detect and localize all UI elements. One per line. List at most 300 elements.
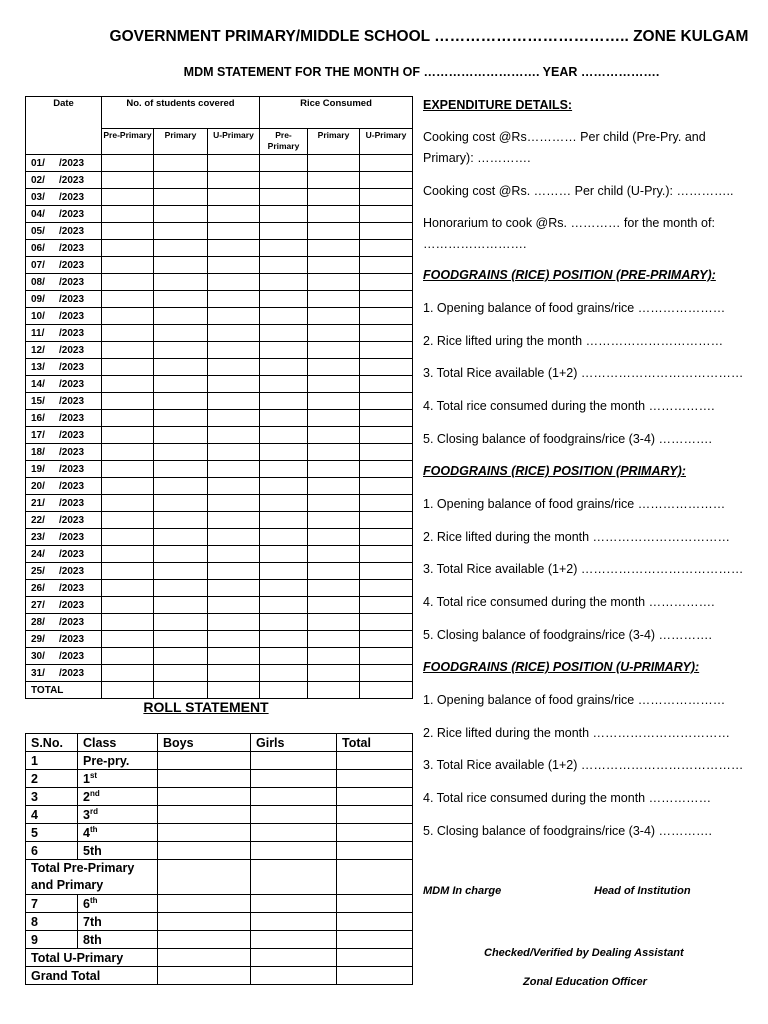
table-cell[interactable] (360, 189, 413, 206)
day-number: 28/ (31, 616, 45, 628)
table-cell[interactable] (102, 206, 154, 223)
table-cell[interactable] (337, 788, 413, 806)
table-cell[interactable] (308, 682, 360, 699)
table-cell[interactable] (308, 461, 360, 478)
table-cell[interactable] (154, 427, 208, 444)
table-cell[interactable] (308, 189, 360, 206)
table-row (26, 824, 413, 842)
table-cell[interactable] (102, 342, 154, 359)
table-cell[interactable] (337, 824, 413, 842)
table-cell[interactable] (154, 614, 208, 631)
table-row (26, 257, 413, 274)
table-cell[interactable] (154, 478, 208, 495)
table-cell[interactable] (251, 788, 337, 806)
table-cell[interactable] (154, 682, 208, 699)
table-cell[interactable] (102, 495, 154, 512)
table-cell[interactable] (154, 495, 208, 512)
table-cell[interactable] (102, 359, 154, 376)
table-cell[interactable] (154, 325, 208, 342)
table-cell[interactable] (260, 189, 308, 206)
table-cell[interactable] (102, 444, 154, 461)
table-cell[interactable] (360, 393, 413, 410)
table-cell[interactable] (154, 648, 208, 665)
table-cell[interactable] (360, 257, 413, 274)
roll-header: Boys (158, 734, 251, 752)
table-cell[interactable] (102, 155, 154, 172)
table-cell[interactable] (208, 427, 260, 444)
day-cell (26, 648, 102, 665)
table-row (26, 189, 413, 206)
table-cell[interactable] (360, 495, 413, 512)
table-cell[interactable] (251, 860, 337, 895)
table-cell[interactable] (260, 393, 308, 410)
day-year: /2023 (59, 667, 85, 679)
table-cell[interactable] (154, 563, 208, 580)
table-cell[interactable] (208, 172, 260, 189)
table-cell[interactable] (251, 824, 337, 842)
table-row (26, 376, 413, 393)
table-row (26, 495, 413, 512)
table-cell[interactable] (260, 563, 308, 580)
table-cell[interactable] (308, 648, 360, 665)
table-cell[interactable] (102, 291, 154, 308)
table-cell[interactable] (337, 806, 413, 824)
table-cell[interactable] (308, 597, 360, 614)
table-cell[interactable] (260, 257, 308, 274)
day-year: /2023 (59, 310, 85, 322)
table-cell[interactable] (154, 529, 208, 546)
day-year: /2023 (59, 480, 85, 492)
table-cell[interactable] (102, 189, 154, 206)
table-row (26, 342, 413, 359)
table-cell[interactable] (308, 478, 360, 495)
table-row (26, 580, 413, 597)
table-cell[interactable] (208, 155, 260, 172)
table-cell[interactable] (360, 172, 413, 189)
table-row (26, 949, 413, 967)
day-year: /2023 (59, 259, 85, 271)
table-cell[interactable] (102, 614, 154, 631)
sub-header-pre-primary: Pre-Primary (102, 129, 154, 155)
table-cell[interactable] (208, 393, 260, 410)
table-cell[interactable] (260, 648, 308, 665)
table-cell[interactable] (360, 427, 413, 444)
table-cell[interactable] (251, 770, 337, 788)
table-cell[interactable] (208, 240, 260, 257)
table-cell[interactable] (158, 824, 251, 842)
day-number: 27/ (31, 599, 45, 611)
table-cell[interactable] (337, 949, 413, 967)
table-cell[interactable] (208, 461, 260, 478)
table-cell[interactable] (102, 308, 154, 325)
table-cell[interactable] (251, 949, 337, 967)
table-cell[interactable] (260, 308, 308, 325)
table-cell[interactable] (337, 913, 413, 931)
table-cell[interactable] (260, 427, 308, 444)
table-cell[interactable] (251, 913, 337, 931)
table-cell[interactable] (158, 913, 251, 931)
table-cell[interactable] (208, 648, 260, 665)
table-cell[interactable] (308, 580, 360, 597)
day-cell (26, 274, 102, 291)
day-number: 21/ (31, 497, 45, 509)
table-cell[interactable] (260, 359, 308, 376)
table-cell[interactable] (102, 376, 154, 393)
table-cell[interactable] (360, 665, 413, 682)
foodgrain-line-item: 2. Rice lifted during the month …………………………… (423, 529, 731, 544)
table-cell[interactable] (308, 563, 360, 580)
foodgrain-line-item: 4. Total rice consumed during the month ……………. (423, 399, 715, 414)
table-cell[interactable] (102, 240, 154, 257)
day-number: 08/ (31, 276, 45, 288)
table-cell[interactable] (308, 393, 360, 410)
roll-statement-table (25, 733, 413, 985)
table-cell[interactable] (208, 308, 260, 325)
table-cell[interactable] (102, 546, 154, 563)
table-cell[interactable] (360, 546, 413, 563)
day-number: 04/ (31, 208, 45, 220)
day-cell (26, 206, 102, 223)
table-cell[interactable] (208, 376, 260, 393)
table-cell[interactable] (208, 631, 260, 648)
table-cell[interactable] (260, 665, 308, 682)
table-cell[interactable] (337, 895, 413, 913)
table-cell[interactable] (260, 410, 308, 427)
table-cell[interactable] (360, 529, 413, 546)
table-cell[interactable] (360, 223, 413, 240)
table-cell[interactable] (260, 444, 308, 461)
table-cell[interactable] (208, 478, 260, 495)
ordinal-suffix: nd (89, 788, 100, 798)
day-year: /2023 (59, 344, 85, 356)
table-cell[interactable] (260, 223, 308, 240)
table-cell[interactable] (260, 546, 308, 563)
table-cell[interactable] (154, 223, 208, 240)
table-cell[interactable] (102, 682, 154, 699)
table-cell[interactable] (260, 155, 308, 172)
table-cell[interactable] (360, 155, 413, 172)
table-cell[interactable] (102, 648, 154, 665)
table-cell[interactable] (337, 967, 413, 985)
table-cell[interactable] (360, 478, 413, 495)
table-cell[interactable] (158, 931, 251, 949)
table-cell[interactable] (251, 931, 337, 949)
table-cell[interactable] (308, 546, 360, 563)
table-cell[interactable] (360, 308, 413, 325)
table-cell[interactable] (308, 614, 360, 631)
table-cell[interactable] (208, 512, 260, 529)
class-cell (78, 806, 158, 824)
table-row (26, 967, 413, 985)
table-cell[interactable] (308, 155, 360, 172)
day-number: 03/ (31, 191, 45, 203)
class-label: 4 (83, 825, 90, 840)
roll-header: S.No. (26, 734, 78, 752)
table-cell[interactable] (208, 410, 260, 427)
cooking-cost-pre-line1: Cooking cost @Rs………… Per child (Pre-Pry. and (423, 130, 706, 144)
table-cell[interactable] (260, 240, 308, 257)
table-cell[interactable] (251, 967, 337, 985)
table-cell[interactable] (208, 580, 260, 597)
table-cell[interactable] (308, 359, 360, 376)
table-cell[interactable] (102, 257, 154, 274)
table-cell[interactable] (360, 291, 413, 308)
table-cell[interactable] (260, 172, 308, 189)
sub-header-rice-u-primary: U-Primary (360, 129, 413, 155)
table-cell[interactable] (154, 155, 208, 172)
day-year: /2023 (59, 429, 85, 441)
table-cell[interactable] (102, 410, 154, 427)
day-cell (26, 614, 102, 631)
table-cell[interactable] (360, 359, 413, 376)
table-cell[interactable] (208, 189, 260, 206)
table-cell[interactable] (360, 614, 413, 631)
table-cell[interactable] (308, 665, 360, 682)
table-cell[interactable] (308, 240, 360, 257)
table-cell[interactable] (208, 342, 260, 359)
foodgrain-section-heading: FOODGRAINS (RICE) POSITION (PRE-PRIMARY): (423, 268, 716, 282)
table-cell[interactable] (360, 376, 413, 393)
table-cell[interactable] (154, 291, 208, 308)
table-row (26, 393, 413, 410)
table-cell[interactable] (102, 529, 154, 546)
table-cell[interactable] (208, 546, 260, 563)
table-cell[interactable] (158, 895, 251, 913)
table-cell[interactable] (308, 376, 360, 393)
table-cell[interactable] (208, 597, 260, 614)
table-cell[interactable] (102, 478, 154, 495)
table-cell[interactable] (308, 427, 360, 444)
table-cell[interactable] (158, 770, 251, 788)
table-cell[interactable] (308, 206, 360, 223)
table-cell[interactable] (308, 257, 360, 274)
table-cell[interactable] (154, 580, 208, 597)
table-cell[interactable] (360, 325, 413, 342)
table-cell[interactable] (360, 444, 413, 461)
table-cell[interactable] (208, 325, 260, 342)
table-cell[interactable] (102, 631, 154, 648)
table-cell[interactable] (158, 842, 251, 860)
table-row (26, 788, 413, 806)
table-cell[interactable] (360, 631, 413, 648)
table-cell[interactable] (154, 189, 208, 206)
table-cell[interactable] (208, 223, 260, 240)
table-cell[interactable] (260, 597, 308, 614)
table-cell[interactable] (337, 931, 413, 949)
table-cell[interactable] (102, 427, 154, 444)
day-number: 15/ (31, 395, 45, 407)
table-cell[interactable] (308, 308, 360, 325)
expenditure-heading: EXPENDITURE DETAILS: (423, 98, 573, 112)
table-cell[interactable] (102, 580, 154, 597)
table-cell[interactable] (260, 580, 308, 597)
table-cell[interactable] (360, 342, 413, 359)
table-cell[interactable] (208, 359, 260, 376)
day-cell (26, 512, 102, 529)
table-cell[interactable] (158, 788, 251, 806)
table-cell[interactable] (337, 842, 413, 860)
table-cell[interactable] (102, 461, 154, 478)
sno-cell: 8 (26, 913, 78, 931)
table-cell[interactable] (154, 546, 208, 563)
table-cell[interactable] (154, 240, 208, 257)
table-cell[interactable] (154, 172, 208, 189)
table-cell[interactable] (102, 223, 154, 240)
table-cell[interactable] (308, 631, 360, 648)
sno-cell: 7 (26, 895, 78, 913)
table-cell[interactable] (260, 376, 308, 393)
table-cell[interactable] (308, 529, 360, 546)
table-cell[interactable] (260, 325, 308, 342)
table-cell[interactable] (360, 240, 413, 257)
table-cell[interactable] (208, 665, 260, 682)
table-cell[interactable] (102, 172, 154, 189)
table-cell[interactable] (260, 682, 308, 699)
day-year: /2023 (59, 293, 85, 305)
table-cell[interactable] (260, 274, 308, 291)
table-cell[interactable] (260, 529, 308, 546)
table-cell[interactable] (260, 342, 308, 359)
day-number: 10/ (31, 310, 45, 322)
table-cell[interactable] (154, 393, 208, 410)
table-cell[interactable] (360, 512, 413, 529)
table-cell[interactable] (154, 257, 208, 274)
table-cell[interactable] (251, 806, 337, 824)
table-cell[interactable] (154, 206, 208, 223)
table-cell[interactable] (260, 461, 308, 478)
table-cell[interactable] (260, 614, 308, 631)
table-cell[interactable] (308, 223, 360, 240)
table-cell[interactable] (360, 410, 413, 427)
table-cell[interactable] (308, 342, 360, 359)
table-cell[interactable] (208, 563, 260, 580)
table-cell[interactable] (208, 274, 260, 291)
table-cell[interactable] (102, 563, 154, 580)
table-row (26, 529, 413, 546)
table-row (26, 806, 413, 824)
table-cell[interactable] (360, 682, 413, 699)
table-cell[interactable] (208, 444, 260, 461)
table-cell[interactable] (251, 842, 337, 860)
table-cell[interactable] (154, 461, 208, 478)
day-cell (26, 223, 102, 240)
table-cell[interactable] (260, 631, 308, 648)
table-cell[interactable] (154, 359, 208, 376)
table-cell[interactable] (360, 597, 413, 614)
table-cell[interactable] (308, 410, 360, 427)
table-cell[interactable] (154, 665, 208, 682)
ordinal-suffix: st (89, 770, 98, 780)
day-number: 18/ (31, 446, 45, 458)
table-cell[interactable] (308, 325, 360, 342)
table-cell[interactable] (260, 512, 308, 529)
table-cell[interactable] (154, 597, 208, 614)
table-cell[interactable] (251, 895, 337, 913)
day-cell (26, 240, 102, 257)
table-cell[interactable] (154, 342, 208, 359)
col-header-students: No. of students covered (102, 97, 260, 129)
table-cell[interactable] (260, 206, 308, 223)
table-cell[interactable] (208, 206, 260, 223)
table-cell[interactable] (308, 495, 360, 512)
col-header-rice: Rice Consumed (260, 97, 413, 129)
table-row (26, 172, 413, 189)
table-cell[interactable] (308, 172, 360, 189)
table-cell[interactable] (308, 291, 360, 308)
table-cell[interactable] (308, 512, 360, 529)
table-row (26, 274, 413, 291)
day-year: /2023 (59, 497, 85, 509)
foodgrain-line-item: 5. Closing balance of foodgrains/rice (3-4) …………. (423, 627, 713, 642)
day-number: 29/ (31, 633, 45, 645)
table-cell[interactable] (260, 291, 308, 308)
table-cell[interactable] (154, 376, 208, 393)
table-cell[interactable] (102, 597, 154, 614)
day-year: /2023 (59, 514, 85, 526)
foodgrain-line-item: 4. Total rice consumed during the month …………… (423, 791, 712, 806)
day-cell (26, 410, 102, 427)
table-cell[interactable] (360, 580, 413, 597)
table-cell[interactable] (154, 308, 208, 325)
table-cell[interactable] (154, 631, 208, 648)
table-cell[interactable] (102, 325, 154, 342)
table-cell[interactable] (360, 274, 413, 291)
table-cell[interactable] (208, 495, 260, 512)
table-cell[interactable] (251, 752, 337, 770)
table-cell[interactable] (337, 752, 413, 770)
table-cell[interactable] (208, 257, 260, 274)
day-year: /2023 (59, 242, 85, 254)
table-cell[interactable] (102, 512, 154, 529)
table-cell[interactable] (208, 682, 260, 699)
class-label: 1 (83, 771, 90, 786)
ordinal-suffix: th (89, 824, 98, 834)
table-row (26, 155, 413, 172)
table-cell[interactable] (260, 495, 308, 512)
table-cell[interactable] (308, 444, 360, 461)
day-cell (26, 546, 102, 563)
table-cell[interactable] (208, 291, 260, 308)
table-cell[interactable] (154, 274, 208, 291)
table-cell[interactable] (158, 949, 251, 967)
table-cell[interactable] (308, 274, 360, 291)
table-cell[interactable] (360, 206, 413, 223)
table-cell[interactable] (337, 860, 413, 895)
table-cell[interactable] (154, 512, 208, 529)
day-cell (26, 376, 102, 393)
table-cell[interactable] (360, 648, 413, 665)
table-cell[interactable] (337, 770, 413, 788)
table-cell[interactable] (208, 614, 260, 631)
table-cell[interactable] (102, 665, 154, 682)
roll-header: Class (78, 734, 158, 752)
class-cell: 8th (78, 931, 158, 949)
table-cell[interactable] (360, 461, 413, 478)
table-cell[interactable] (154, 444, 208, 461)
table-cell[interactable] (102, 393, 154, 410)
table-cell[interactable] (158, 860, 251, 895)
table-cell[interactable] (154, 410, 208, 427)
sno-cell: 4 (26, 806, 78, 824)
table-cell[interactable] (260, 478, 308, 495)
table-cell[interactable] (158, 967, 251, 985)
table-cell[interactable] (158, 752, 251, 770)
sno-cell: 2 (26, 770, 78, 788)
table-cell[interactable] (158, 806, 251, 824)
table-cell[interactable] (208, 529, 260, 546)
table-cell[interactable] (360, 563, 413, 580)
table-cell[interactable] (102, 274, 154, 291)
